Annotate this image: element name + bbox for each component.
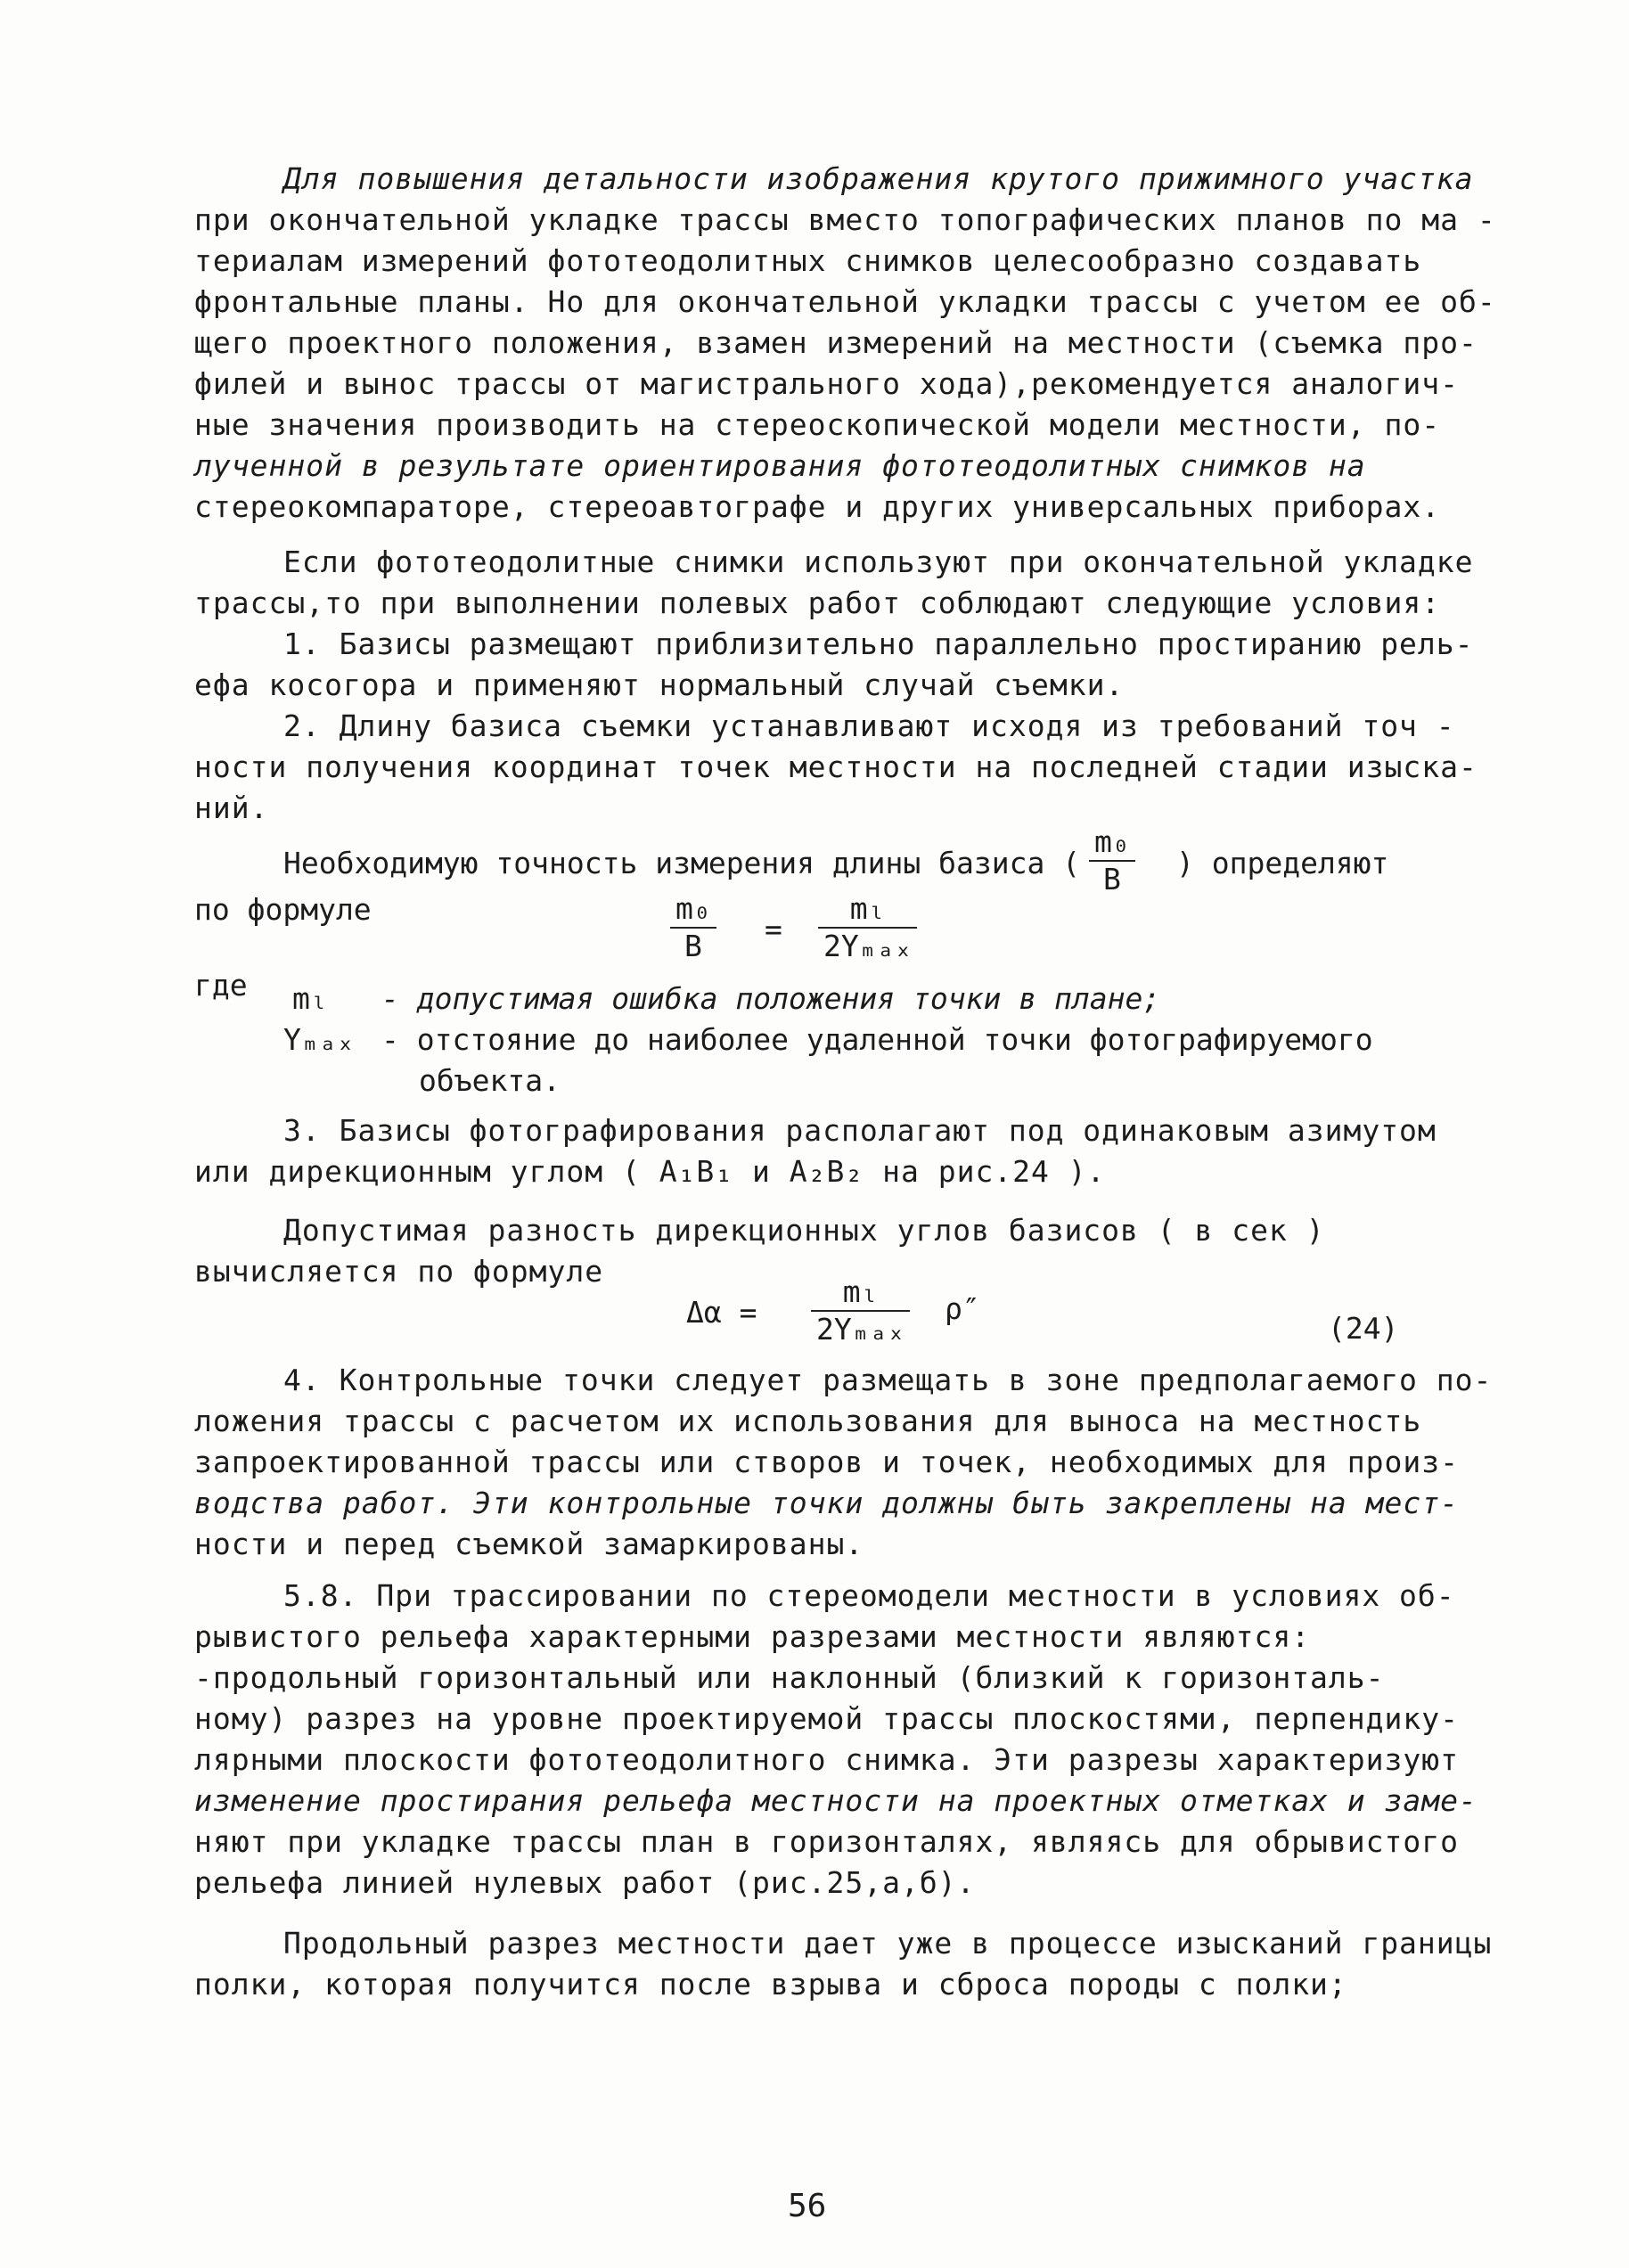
text-line: при окончательной укладке трассы вместо топографических планов по ма - — [194, 202, 1496, 237]
text-line: рывистого рельефа характерными разрезами местности являются: — [194, 1619, 1311, 1654]
fraction-denominator: B — [1102, 862, 1121, 897]
text-line: 2. Длину базиса съемки устанавливают исходя из требований точ - — [283, 708, 1455, 743]
text-line: где — [194, 968, 248, 1003]
text-line: ний. — [194, 790, 269, 825]
text-line: ные значения производить на стереоскопической модели местности, по- — [194, 407, 1441, 442]
text-line: изменение простирания рельефа местности на проектных отметках и заме- — [194, 1783, 1478, 1818]
text-line: стереокомпараторе, стереоавтографе и других универсальных приборах. — [194, 489, 1441, 524]
text-line: ности и перед съемкой замаркированы. — [194, 1527, 864, 1561]
text-line: 3. Базисы фотографирования располагают под одинаковым азимутом — [283, 1113, 1437, 1148]
fraction-mb-over-b — [1089, 824, 1135, 897]
text-line: ности получения координат точек местности на последней стадии изыска- — [194, 749, 1478, 784]
text-line: запроектированной трассы или створов и точек, необходимых для произ- — [194, 1445, 1460, 1479]
text-line: Если фототеодолитные снимки используют при окончательной укладке — [283, 544, 1474, 579]
text-line: трассы,то при выполнении полевых работ соблюдают следующие условия: — [194, 585, 1441, 620]
fraction-denominator: B — [684, 929, 702, 963]
fraction-mt-over-2ymax — [818, 891, 917, 964]
text-line: полки, которая получится после взрыва и сброса породы с полки; — [194, 1967, 1347, 2002]
symbol-m: mₗ — [292, 981, 328, 1016]
text-line: щего проектного положения, взамен измерений на местности (съемка про- — [194, 325, 1478, 360]
equals-sign: = — [765, 912, 782, 946]
text-line: филей и вынос трассы от магистрального хода),рекомендуется аналогич- — [194, 366, 1460, 401]
text-line: ефа косогора и применяют нормальный случай съемки. — [194, 667, 1125, 702]
fraction-mt-over-2ymax — [811, 1274, 910, 1347]
symbol-ymax: Yₘₐₓ — [283, 1022, 355, 1057]
fraction-denominator: 2Yₘₐₓ — [823, 929, 913, 963]
text-line: объекта. — [419, 1063, 561, 1098]
fraction-numerator: m₀ — [670, 891, 716, 929]
rho-symbol: ρ″ — [945, 1291, 980, 1326]
text-line: ному) разрез на уровне проектируемой трассы плоскостями, перпендику- — [194, 1701, 1460, 1736]
text-line: няют при укладке трассы план в горизонталях, являясь для обрывистого — [194, 1824, 1460, 1859]
delta-alpha: Δα = — [686, 1295, 757, 1330]
text-line: -продольный горизонтальный или наклонный (близкий к горизонталь- — [194, 1660, 1385, 1695]
text-line: лярными плоскости фототеодолитного снимка. Эти разрезы характеризуют — [194, 1742, 1460, 1777]
text-line: или дирекционным углом ( A₁B₁ и A₂B₂ на рис.24 ). — [194, 1154, 1106, 1189]
equation-number: (24) — [1328, 1311, 1399, 1346]
text-line: - отстояние до наиболее удаленной точки фотографируемого — [381, 1022, 1373, 1057]
fraction-numerator: mₗ — [811, 1274, 910, 1312]
text-line: Необходимую точность измерения длины базиса ( — [283, 846, 1081, 880]
text-line: ложения трассы с расчетом их использования для выноса на местность — [194, 1404, 1422, 1438]
text-line: лученной в результате ориентирования фототеодолитных снимков на — [194, 448, 1366, 483]
text-line: фронтальные планы. Но для окончательной укладки трассы с учетом ее об- — [194, 284, 1496, 319]
text-line: рельефа линией нулевых работ (рис.25,а,б). — [194, 1865, 976, 1900]
text-line: по формуле — [194, 892, 372, 927]
text-line: териалам измерений фототеодолитных снимков целесообразно создавать — [194, 243, 1422, 278]
text-line: 1. Базисы размещают приблизительно параллельно простиранию рель- — [283, 626, 1474, 661]
text-line: ) определяют — [1176, 846, 1389, 880]
fraction-mb-over-b — [670, 891, 716, 964]
text-line: 5.8. При трассировании по стереомодели местности в условиях об- — [283, 1578, 1455, 1613]
text-line: Допустимая разность дирекционных углов базисов ( в сек ) — [283, 1213, 1325, 1248]
fraction-numerator: m₀ — [1089, 824, 1135, 862]
text-line: Для повышения детальности изображения крутого прижимного участка — [283, 161, 1474, 196]
fraction-denominator: 2Yₘₐₓ — [816, 1312, 905, 1347]
text-line: 4. Контрольные точки следует размещать в зоне предполагаемого по- — [283, 1363, 1493, 1397]
page-number: 56 — [788, 2188, 827, 2224]
text-line: - допустимая ошибка положения точки в плане; — [381, 981, 1161, 1016]
fraction-numerator: mₗ — [818, 891, 917, 929]
text-line: вычисляется по формуле — [194, 1254, 604, 1289]
text-line: Продольный разрез местности дает уже в процессе изысканий границы — [283, 1926, 1493, 1961]
text-line: водства работ. Эти контрольные точки должны быть закреплены на мест- — [194, 1486, 1460, 1520]
